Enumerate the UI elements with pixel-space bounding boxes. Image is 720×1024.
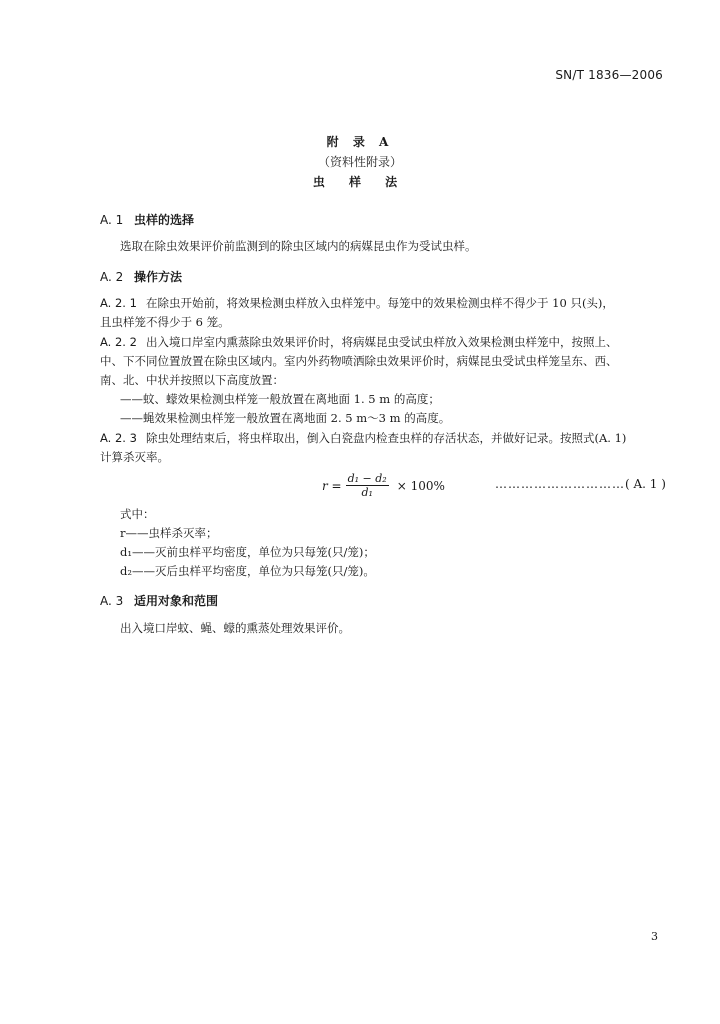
clause-a22 <box>100 333 660 428</box>
where-d2: d₂——灭后虫样平均密度，单位为只每笼(只/笼)。 <box>120 564 375 578</box>
clause-text: 出入境口岸室内熏蒸除虫效果评价时，将病媒昆虫受试虫样放入效果检测虫样笼中，按照上、 <box>146 335 618 349</box>
where-block <box>120 505 680 581</box>
clause-a21 <box>100 294 660 332</box>
annex-name: 虫 样 法 <box>312 175 408 189</box>
section-a1-heading <box>100 211 194 228</box>
clause-text: 且虫样笼不得少于 6 笼。 <box>100 315 230 329</box>
formula-denominator: d₁ <box>361 486 373 499</box>
section-a3-heading <box>100 592 218 609</box>
section-title: 适用对象和范围 <box>134 594 219 608</box>
formula-rest: × 100% <box>396 478 445 493</box>
formula-leader: ………………………… <box>495 477 625 491</box>
where-d1: d₁——灭前虫样平均密度，单位为只每笼(只/笼)； <box>120 545 375 559</box>
clause-text: 中、下不同位置放置在除虫区域内。室内外药物喷洒除虫效果评价时，病媒昆虫受试虫样笼呈东、西、 <box>100 354 618 368</box>
section-a2-heading <box>100 268 182 285</box>
clause-text: 南、北、中状并按照以下高度放置： <box>100 373 284 387</box>
section-a1-body: 选取在除虫效果评价前监测到的除虫区域内的病媒昆虫作为受试虫样。 <box>120 239 477 253</box>
page-number: 3 <box>651 930 658 943</box>
clause-number: A. 2. 2 <box>100 335 137 349</box>
section-number: A. 1 <box>100 213 124 227</box>
formula-fraction <box>346 472 389 499</box>
clause-a23 <box>100 429 660 467</box>
formula-label: ( A. 1 ) <box>625 477 666 491</box>
clause-text: 计算杀灭率。 <box>100 450 169 464</box>
formula-lhs: r = <box>322 478 342 493</box>
section-number: A. 2 <box>100 270 124 284</box>
annex-subtitle: （资料性附录） <box>317 155 402 169</box>
clause-number: A. 2. 1 <box>100 296 137 310</box>
clause-number: A. 2. 3 <box>100 431 137 445</box>
section-title: 操作方法 <box>134 270 183 284</box>
where-r: r——虫样杀灭率； <box>120 526 218 540</box>
dash-item: ——蚊、蠓效果检测虫样笼一般放置在离地面 1. 5 m 的高度； <box>120 392 440 406</box>
section-a3-body: 出入境口岸蚊、蝇、蠓的熏蒸处理效果评价。 <box>120 621 350 635</box>
section-number: A. 3 <box>100 594 124 608</box>
where-intro: 式中： <box>120 507 155 521</box>
formula-number <box>495 477 666 491</box>
clause-text: 除虫处理结束后，将虫样取出，倒入白瓷盘内检查虫样的存活状态，并做好记录。按照式(A. 1) <box>146 431 627 445</box>
section-title: 虫样的选择 <box>134 213 195 227</box>
clause-text: 在除虫开始前，将效果检测虫样放入虫样笼中。每笼中的效果检测虫样不得少于 10 只(头)， <box>146 296 614 310</box>
formula-a1 <box>322 472 445 499</box>
dash-item: ——蝇效果检测虫样笼一般放置在离地面 2. 5 m～3 m 的高度。 <box>120 411 451 425</box>
annex-title: 附 录 A <box>326 135 394 149</box>
document-code: SN/T 1836—2006 <box>555 68 663 82</box>
formula-numerator: d₁ − d₂ <box>347 472 387 485</box>
